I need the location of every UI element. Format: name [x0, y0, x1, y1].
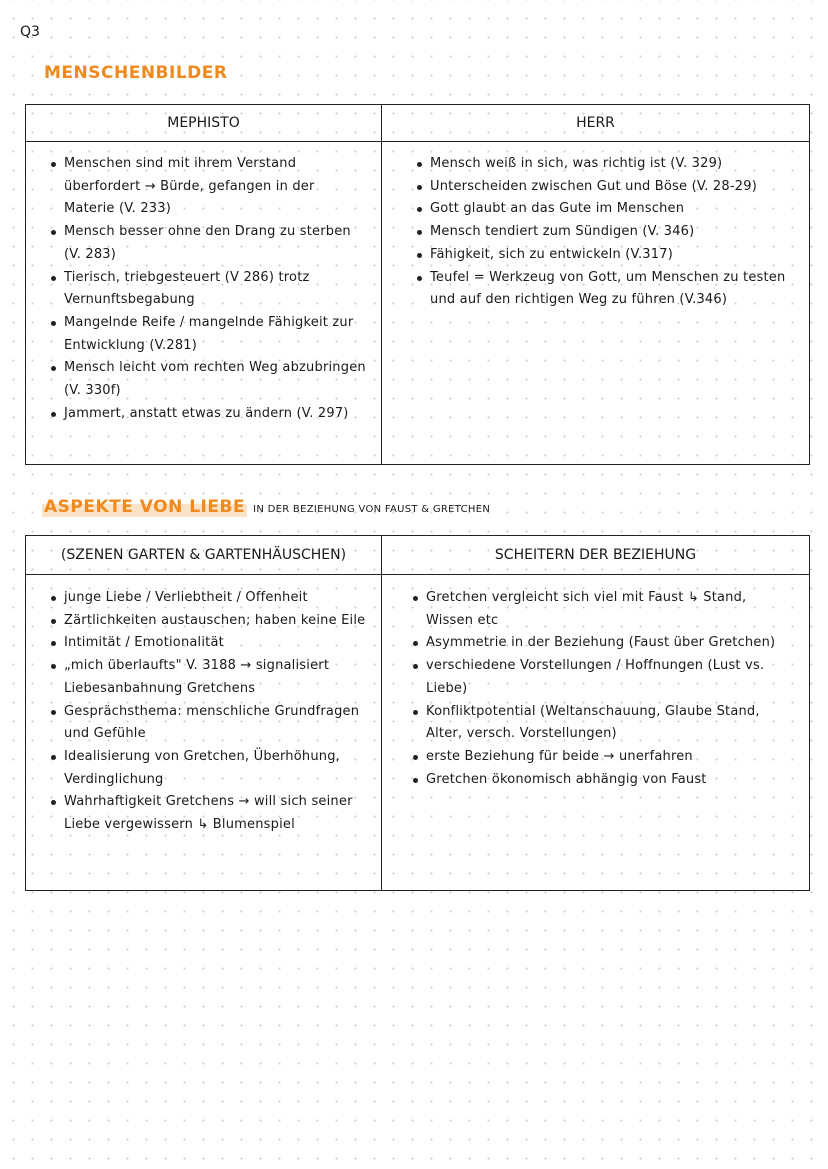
list-item: Gretchen ökonomisch abhängig von Faust [426, 769, 795, 792]
menschenbilder-table [25, 104, 810, 465]
list-item: Fähigkeit, sich zu entwickeln (V.317) [430, 244, 795, 267]
list-item: Asymmetrie in der Beziehung (Faust über Gretchen) [426, 632, 795, 655]
scheitern-cell [382, 575, 810, 891]
list-item: Wahrhaftigkeit Gretchens → will sich seiner Liebe vergewissern ↳ Blumenspiel [64, 791, 367, 836]
garten-cell [26, 575, 382, 891]
herr-list [382, 142, 809, 312]
list-item: junge Liebe / Verliebtheit / Offenheit [64, 587, 367, 610]
section-subheading: IN DER BEZIEHUNG VON FAUST & GRETCHEN [253, 504, 491, 515]
list-item: Gretchen vergleicht sich viel mit Faust ↳ Stand, Wissen etc [426, 587, 795, 632]
list-item: Gott glaubt an das Gute im Menschen [430, 198, 795, 221]
scheitern-column-header: SCHEITERN DER BEZIEHUNG [382, 536, 810, 575]
mephisto-column-header: MEPHISTO [26, 105, 382, 142]
herr-cell [382, 142, 810, 465]
list-item: Menschen sind mit ihrem Verstand überfordert → Bürde, gefangen in der Materie (V. 233) [64, 153, 367, 221]
list-item: Zärtlichkeiten austauschen; haben keine Eile [64, 610, 367, 633]
garten-list [26, 575, 381, 837]
list-item: Unterscheiden zwischen Gut und Böse (V. 28-29) [430, 176, 795, 199]
page-number: Q3 [20, 24, 40, 40]
list-item: Gesprächsthema: menschliche Grundfragen und Gefühle [64, 701, 367, 746]
list-item: Mangelnde Reife / mangelnde Fähigkeit zur Entwicklung (V.281) [64, 312, 367, 357]
list-item: Idealisierung von Gretchen, Überhöhung, Verdinglichung [64, 746, 367, 791]
section-heading-aspekte-von-liebe [42, 497, 490, 517]
list-item: verschiedene Vorstellungen / Hoffnungen (Lust vs. Liebe) [426, 655, 795, 700]
list-item: Intimität / Emotionalität [64, 632, 367, 655]
list-item: Teufel = Werkzeug von Gott, um Menschen zu testen und auf den richtigen Weg zu führen (V.346) [430, 267, 795, 312]
list-item: Mensch besser ohne den Drang zu sterben (V. 283) [64, 221, 367, 266]
aspekte-table [25, 535, 810, 891]
list-item: Mensch tendiert zum Sündigen (V. 346) [430, 221, 795, 244]
list-item: Mensch weiß in sich, was richtig ist (V. 329) [430, 153, 795, 176]
list-item: erste Beziehung für beide → unerfahren [426, 746, 795, 769]
section-heading-aspekte-title: ASPEKTE VON LIEBE [44, 497, 246, 517]
scheitern-list [382, 575, 809, 791]
mephisto-list [26, 142, 381, 425]
herr-column-header: HERR [382, 105, 810, 142]
garten-column-header: (SZENEN GARTEN & GARTENHÄUSCHEN) [26, 536, 382, 575]
list-item: Jammert, anstatt etwas zu ändern (V. 297) [64, 403, 367, 426]
mephisto-cell [26, 142, 382, 465]
list-item: „mich überlaufts" V. 3188 → signalisiert Liebesanbahnung Gretchens [64, 655, 367, 700]
list-item: Mensch leicht vom rechten Weg abzubringen (V. 330f) [64, 357, 367, 402]
section-heading-menschenbilder: MENSCHENBILDER [44, 63, 228, 83]
list-item: Konfliktpotential (Weltanschauung, Glaube Stand, Alter, versch. Vorstellungen) [426, 701, 795, 746]
list-item: Tierisch, triebgesteuert (V 286) trotz Vernunftsbegabung [64, 267, 367, 312]
